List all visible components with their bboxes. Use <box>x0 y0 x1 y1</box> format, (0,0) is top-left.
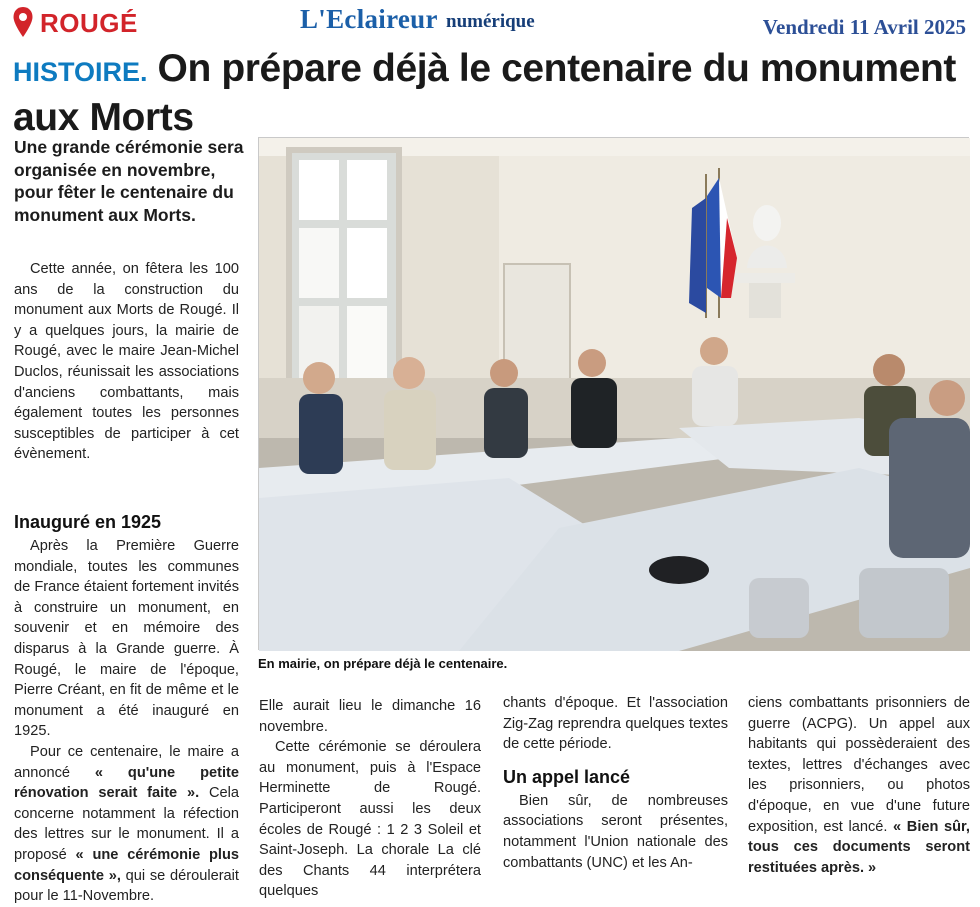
article-kicker: HISTOIRE. <box>13 57 148 87</box>
meeting-room-photo <box>259 138 970 651</box>
article-headline <box>13 46 973 140</box>
quote: « qu'une petite rénovation serait faite ». <box>14 764 239 802</box>
paragraph: Après la Première Guerre mondiale, toutes les communes de France étaient fortement invités à construire un monument, en souvenir et en mémoire des disparus à la Grande guerre. À Rougé, le maire de l'époque, Pierre Créant, en fit de même et le monument a été inauguré en 1925. <box>14 538 239 740</box>
quote: « Bien sûr, tous ces documents seront restituées après. » <box>748 818 970 876</box>
subheading-appel: Un appel lancé <box>503 766 631 787</box>
paragraph: Pour ce centenaire, le maire a annoncé « qu'une petite rénovation serait faite ». Cela concerne notamment la réfection des lettres sur le monument. Il a proposé « une cérémonie plus conséquente », qui se déroulerait pour le 11-Novembre. <box>14 743 239 905</box>
paragraph: Elle aurait lieu le dimanche 16 novembre. <box>259 698 481 735</box>
publication-suffix: numérique <box>446 11 535 32</box>
paragraph: Cette année, on fêtera les 100 ans de la construction du monument aux Morts de Rougé. Il y a quelques jours, la mairie de Rougé, avec le maire Jean-Michel Duclos, réunissait les associations d'anciens combattants, mais également toutes les personnes susceptibles de participer à cet évènement. <box>14 261 239 463</box>
paragraph: Bien sûr, de nombreuses associations seront présentes, notamment l'Union nationale des combattants (UNC) et les An- <box>503 792 728 871</box>
location-name: ROUGÉ <box>40 8 138 38</box>
column-4 <box>748 693 970 878</box>
column-2 <box>259 696 481 902</box>
article-title: On prépare déjà le centenaire du monument aux Morts <box>13 47 956 139</box>
quote: « une cérémonie plus conséquente », <box>14 846 239 884</box>
paragraph: chants d'époque. Et l'association Zig-Zag reprendra quelques textes de cette période. <box>503 695 728 753</box>
publication-date: Vendredi 11 Avril 2025 <box>762 15 966 39</box>
photo-caption: En mairie, on prépare déjà le centenaire. <box>258 656 508 671</box>
column-1-top <box>14 259 239 465</box>
column-1-bottom <box>14 508 239 907</box>
article-lead: Une grande cérémonie sera organisée en novembre, pour fêter le centenaire du monument aux Morts. <box>14 137 244 225</box>
paragraph: Cette cérémonie se déroulera au monument, puis à l'Espace Herminette de Rougé. Participeront aussi les deux écoles de Rougé : 1 2 3 Soleil et Saint-Joseph. La chorale La clé des Chants 44 interprétera quelques <box>259 739 481 900</box>
article-photo <box>258 137 969 650</box>
paragraph: ciens combattants prisonniers de guerre (ACPG). Un appel aux habitants qui possèderaient des textes, lettres d'échanges avec les prisonniers, ou photos d'époque, en vue d'une future exposition, est lancé. « Bien sûr, tous ces documents seront restituées après. » <box>748 695 970 876</box>
subheading-inaugure: Inauguré en 1925 <box>14 512 162 532</box>
location-pin-icon <box>12 6 34 38</box>
column-3 <box>503 693 728 873</box>
publication-name: L'Eclaireur <box>300 4 438 34</box>
